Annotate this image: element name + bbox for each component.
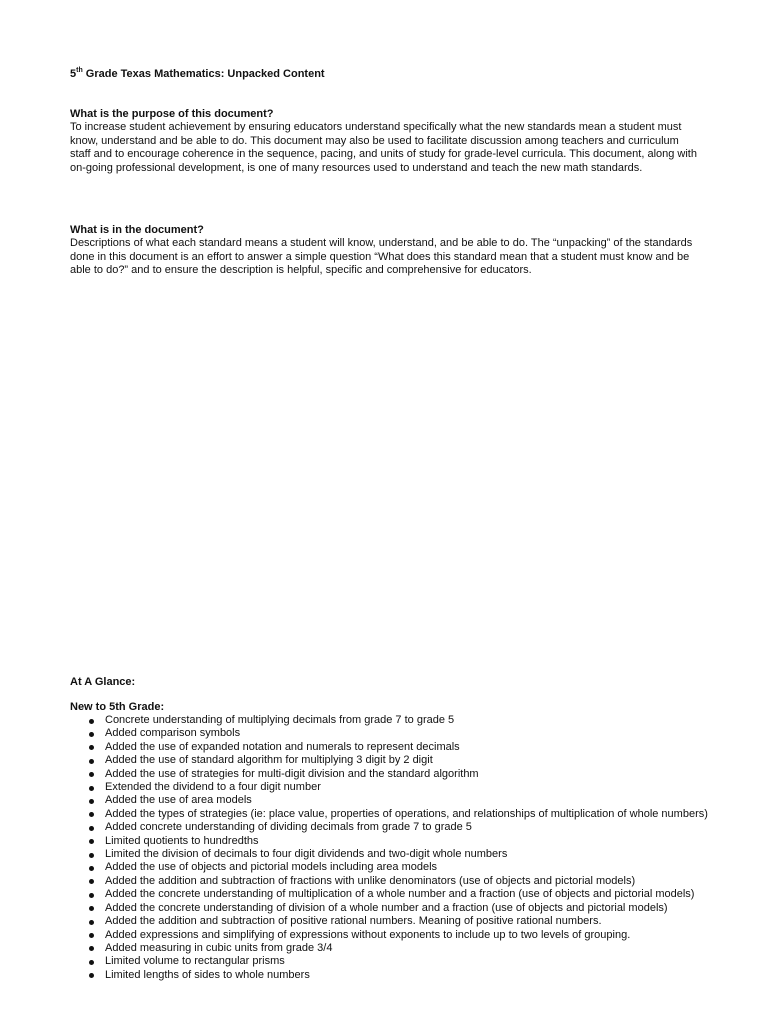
list-item: Limited lengths of sides to whole numbers bbox=[70, 969, 710, 982]
list-item: Limited the division of decimals to four digit dividends and two-digit whole numbers bbox=[70, 848, 710, 861]
at-a-glance-heading: At A Glance: bbox=[70, 676, 136, 688]
title-grade-superscript: th bbox=[76, 67, 83, 74]
list-item: Added the use of strategies for multi-digit division and the standard algorithm bbox=[70, 768, 710, 781]
list-item: Limited quotients to hundredths bbox=[70, 835, 710, 848]
list-item: Concrete understanding of multiplying decimals from grade 7 to grade 5 bbox=[70, 714, 710, 727]
list-item: Added the use of standard algorithm for multiplying 3 digit by 2 digit bbox=[70, 754, 710, 767]
list-item: Added the use of expanded notation and numerals to represent decimals bbox=[70, 741, 710, 754]
list-item: Added the addition and subtraction of fractions with unlike denominators (use of objects and pictorial models) bbox=[70, 875, 710, 888]
title-text: Grade Texas Mathematics: Unpacked Content bbox=[82, 68, 325, 80]
list-item: Added the types of strategies (ie: place value, properties of operations, and relationships of multiplication of whole numbers) bbox=[70, 808, 710, 821]
title-grade-number: 5 bbox=[70, 68, 77, 80]
purpose-paragraph: To increase student achievement by ensuring educators understand specifically what the new standards mean a student must know, understand and be able to do. This document may also be used to facilitate discussion among teachers and curriculum staff and to encourage coherence in the sequence, pacing, and units of study for grade-level curricula. This document, along with on-going professional development, is one of many resources used to understand and teach the new math standards. bbox=[70, 121, 697, 174]
purpose-section bbox=[70, 108, 700, 175]
contents-paragraph: Descriptions of what each standard means a student will know, understand, and be able to do. The “unpacking” of the standards done in this document is an effort to answer a simple question “What does this standard mean that a student must know and be able to do?” and to ensure the description is helpful, specific and comprehensive for educators. bbox=[70, 237, 693, 277]
list-item: Added measuring in cubic units from grade 3/4 bbox=[70, 942, 710, 955]
list-item: Added the use of area models bbox=[70, 794, 710, 807]
new-items-list bbox=[70, 714, 710, 982]
list-item: Limited volume to rectangular prisms bbox=[70, 955, 710, 968]
contents-heading: What is in the document? bbox=[70, 224, 204, 236]
new-to-grade-heading: New to 5th Grade: bbox=[70, 701, 165, 713]
list-item: Added comparison symbols bbox=[70, 727, 710, 740]
document-title bbox=[70, 68, 325, 81]
list-item: Added the use of objects and pictorial models including area models bbox=[70, 861, 710, 874]
contents-section bbox=[70, 224, 700, 278]
list-item: Added the concrete understanding of division of a whole number and a fraction (use of objects and pictorial models) bbox=[70, 902, 710, 915]
list-item: Added expressions and simplifying of expressions without exponents to include up to two levels of grouping. bbox=[70, 929, 710, 942]
list-item: Added concrete understanding of dividing decimals from grade 7 to grade 5 bbox=[70, 821, 710, 834]
purpose-heading: What is the purpose of this document? bbox=[70, 108, 274, 120]
list-item: Added the addition and subtraction of positive rational numbers. Meaning of positive rational numbers. bbox=[70, 915, 710, 928]
list-item: Extended the dividend to a four digit number bbox=[70, 781, 710, 794]
list-item: Added the concrete understanding of multiplication of a whole number and a fraction (use of objects and pictorial models) bbox=[70, 888, 710, 901]
